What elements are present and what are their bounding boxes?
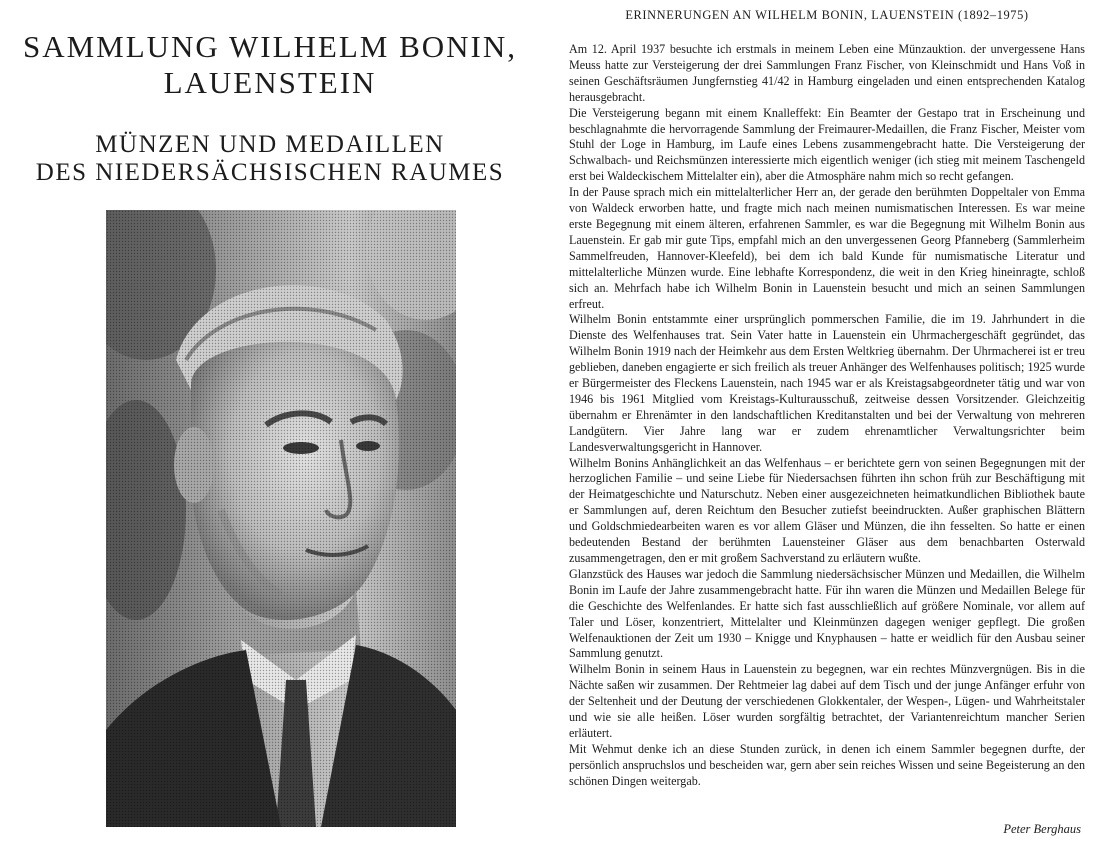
- paragraph: Die Versteigerung begann mit einem Knalleffekt: Ein Beamter der Gestapo trat in Erscheinung und beschlagnahmte die hervorragende Sammlung der Freimaurer-Medaillen, die Franz Fischer, Meister vom Stuhl der Loge in Hamburg, im Laufe eines Lebens zusammengebracht hatte. Die Versteigerung der Schwalbach- und Reichsmünzen interessierte mich eigentlich weniger (ich stieg mit meinem Taschengeld erst bei Waldeckischem Mittelalter ein), aber die Atmosphäre nahm mich so recht gefangen.: [569, 105, 1085, 184]
- title-line-2: LAUENSTEIN: [163, 65, 377, 100]
- running-head: [569, 8, 1085, 23]
- subtitle-line-1: MÜNZEN UND MEDAILLEN: [95, 131, 445, 158]
- running-head-years: (1892–1975): [958, 8, 1029, 22]
- title-line-1: SAMMLUNG WILHELM BONIN,: [22, 29, 518, 64]
- article-body: [569, 42, 1085, 790]
- portrait-photo: [106, 210, 456, 827]
- paragraph: Glanzstück des Hauses war jedoch die Sammlung niedersächsischer Münzen und Medaillen, die Wilhelm Bonin im Laufe der Jahre zusammengebracht hatte. Für ihn waren die Münzen und Medaillen Belege für die Geschichte des Welfenlandes. Er hatte sich fast ausschließlich auf größere Nominale, vor allem auf Taler und Löser, konzentriert, Mittelalter und Kleinmünzen dagegen weniger gepflegt. Die großen Welfenauktionen der Zeit um 1930 – Knigge und Knyphausen – hatte er weidlich für den Ausbau seiner Sammlung genutzt.: [569, 566, 1085, 661]
- paragraph: Wilhelm Bonin entstammte einer ursprünglich pommerschen Familie, die im 19. Jahrhundert in die Dienste des Welfenhauses trat. Sein Vater hatte in Lauenstein ein Uhrmachergeschäft gegründet, das Wilhelm Bonin 1919 nach der Heimkehr aus dem Ersten Weltkrieg übernahm. Der Uhrmacherei ist er treu geblieben, daneben engagierte er sich freilich als treuer Anhänger des Welfenhauses politisch; 1925 wurde er Bürgermeister des Fleckens Lauenstein, nach 1945 war er als Kreistagsabgeordneter tätig und war von 1946 bis 1961 Mitglied vom Kreistags-Kulturausschuß, zeitweise dessen Vorsitzender. Gleichzeitig übernahm er Ehrenämter in den landschaftlichen Kreditanstalten und bei der Verwaltung von mehreren Landgütern. Vier Jahre lang war er zudem ehrenamtlicher Verwaltungsrichter beim Landesverwaltungsgericht in Hannover.: [569, 312, 1085, 454]
- right-page: [569, 0, 1089, 843]
- paragraph: Am 12. April 1937 besuchte ich erstmals in meinem Leben eine Münzauktion. der unvergessene Hans Meuss hatte zur Versteigerung der drei Sammlungen Franz Fischer, von Kleinschmidt und Hans Voß in seinen Geschäftsräumen Jungfernstieg 41/42 in Hamburg eingeladen und einen entsprechenden Katalog herausgebracht.: [569, 42, 1085, 104]
- running-head-title: ERINNERUNGEN AN WILHELM BONIN, LAUENSTEIN: [625, 8, 955, 22]
- paragraph: Wilhelm Bonins Anhänglichkeit an das Welfenhaus – er berichtete gern von seinen Begegnungen mit der herzoglichen Familie – und seine Liebe für Niedersachsen führten ihn schon früh zur Beschäftigung mit der Heimatgeschichte und Naturschutz. Neben einer ausgezeichneten heimatkundlichen Bibliothek baute er Sammlungen auf, deren Reichtum den Besucher zutiefst beeindruckten. Außer graphischen Blättern und Goldschmiedearbeiten waren es vor allem Gläser und Münzen, die ihn fesselten. So hatte er einen bedeutenden Bestand der berühmten Lauensteiner Gläser aus dem benachbarten Osterwald zusammengetragen, den er mit großem Sachverstand zu erläutern wußte.: [569, 455, 1085, 565]
- paragraph: Mit Wehmut denke ich an diese Stunden zurück, in denen ich einem Sammler begegnen durfte, der persönlich anspruchslos und bescheiden war, gern aber sein reiches Wissen und seine Begeisterung an den schönen Dingen weitergab.: [569, 741, 1085, 788]
- paragraph: In der Pause sprach mich ein mittelalterlicher Herr an, der gerade den berühmten Doppeltaler von Emma von Waldeck erworben hatte, und fragte mich nach meinen numismatischen Interessen. Es war meine erste Begegnung mit einem älteren, erfahrenen Sammler, es war die Begegnung mit Wilhelm Bonin aus Lauenstein. Er gab mir gute Tips, empfahl mich an den unvergessenen Georg Pfanneberg (Sammlerheim Sammelfreuden, Hannover-Kleefeld), bei dem ich bald Kunde für numismatische Literatur und mittelalterliche Münzen wurde. Eine lebhafte Korrespondenz, die weit in den Krieg hineinragte, schloß sich an. Mehrfach habe ich Wilhelm Bonin in Lauenstein besucht und mich an seinen Sammlungen erfreut.: [569, 185, 1085, 311]
- left-page: [0, 0, 540, 843]
- subtitle-line-2: DES NIEDERSÄCHSISCHEN RAUMES: [35, 159, 505, 186]
- paragraph: Wilhelm Bonin in seinem Haus in Lauenstein zu begegnen, war ein rechtes Münzvergnügen. Bis in die Nächte saßen wir zusammen. Der Rehtmeier lag dabei auf dem Tisch und der junge Anfänger erfuhr von der Seltenheit und der Deutung der verschiedenen Glokkentaler, der Wespen-, Lügen- und Wahrheitstaler und wie sie alle heißen. Löser wurden sorgfältig betrachtet, der Variantenreichtum mancher Serien erläutert.: [569, 662, 1085, 740]
- author-signature: Peter Berghaus: [1003, 822, 1081, 836]
